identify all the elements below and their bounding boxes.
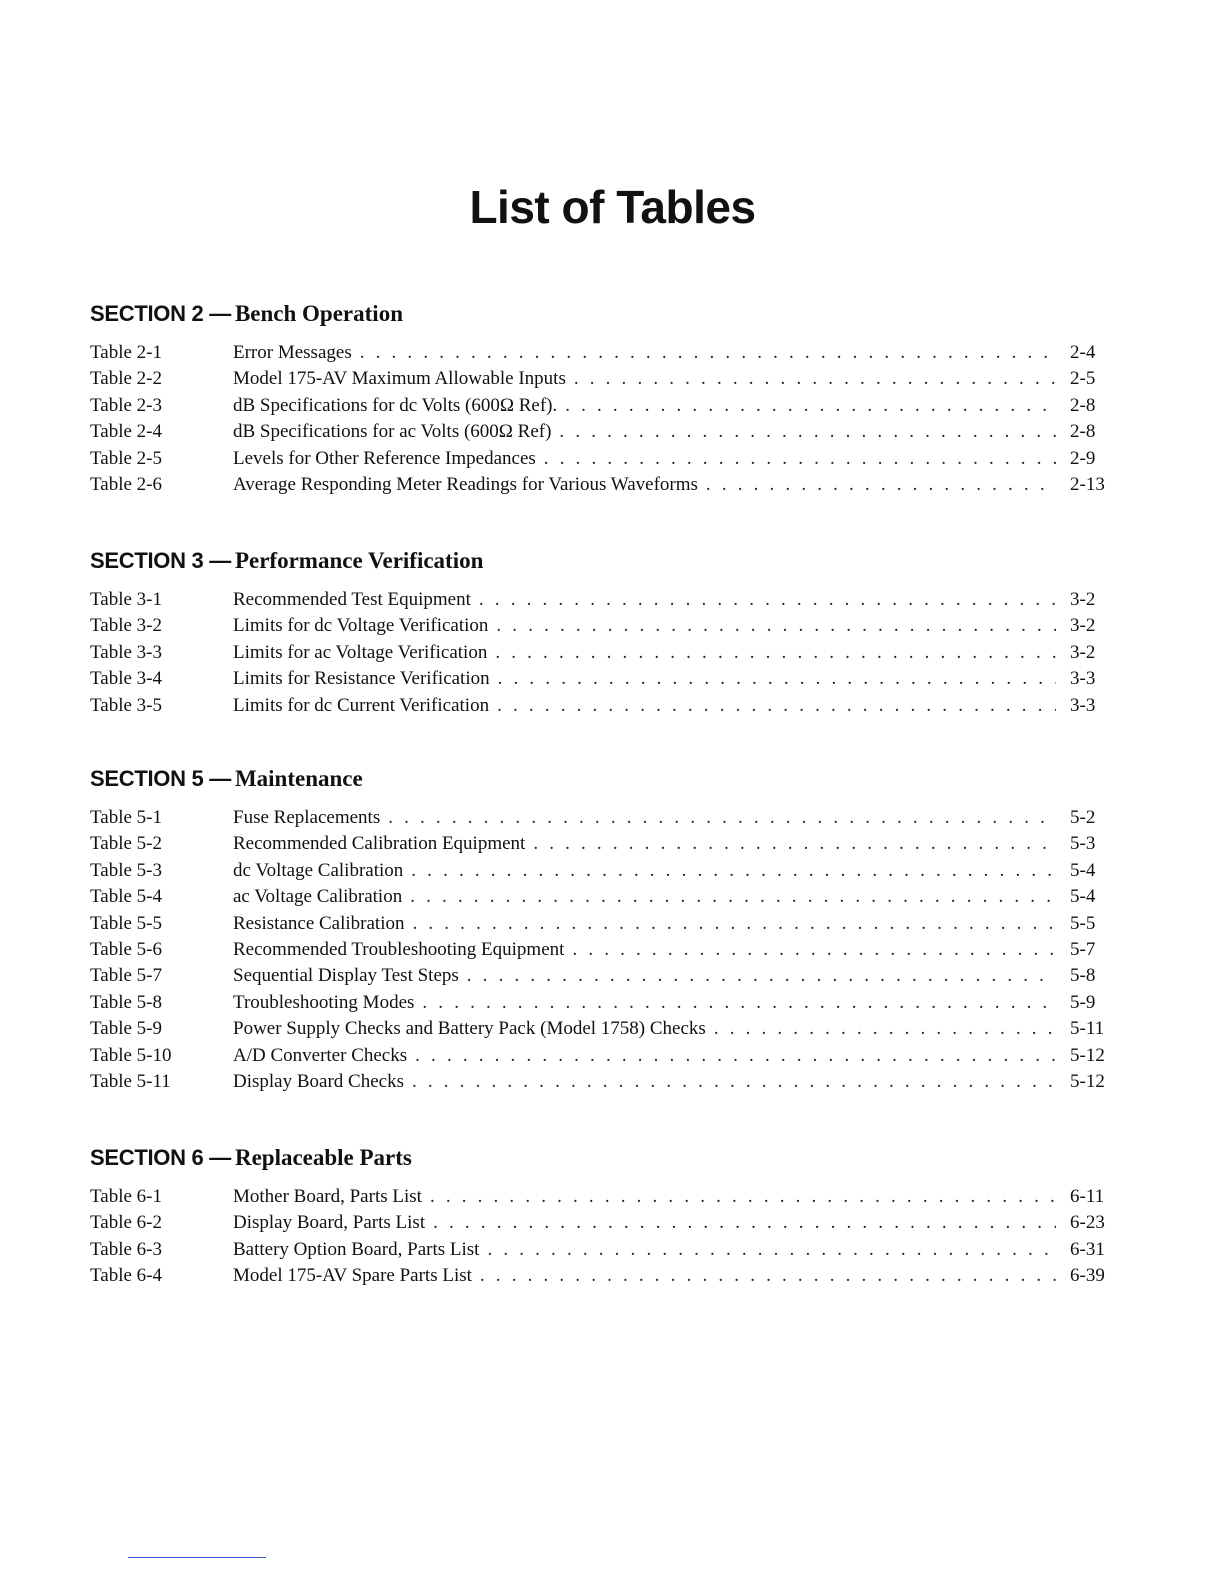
page-number: 5-8 <box>1070 965 1096 987</box>
page-number: 5-7 <box>1070 938 1096 960</box>
dot-leader <box>559 419 1056 445</box>
table-title: Model 175-AV Spare Parts List <box>233 1265 472 1287</box>
dot-leader <box>388 805 1056 831</box>
table-number: Table 2-2 <box>90 368 163 390</box>
table-number: Table 6-2 <box>90 1212 163 1234</box>
toc-entry[interactable] <box>90 990 1120 1016</box>
table-number: Table 5-1 <box>90 807 163 828</box>
table-number: Table 5-5 <box>90 912 163 934</box>
toc-entry[interactable] <box>90 446 1120 472</box>
table-title: Fuse Replacements <box>233 807 381 828</box>
table-number: Table 3-2 <box>90 615 163 637</box>
toc-entry[interactable] <box>90 393 1120 419</box>
table-title: Limits for Resistance Verification <box>233 668 490 690</box>
table-number: Table 2-5 <box>90 447 163 469</box>
toc-entry[interactable] <box>90 666 1120 692</box>
table-list <box>90 1184 1120 1290</box>
table-title: Recommended Calibration Equipment <box>233 833 526 855</box>
table-number: Table 2-4 <box>90 421 163 443</box>
table-title: ac Voltage Calibration <box>233 886 403 908</box>
table-title: Resistance Calibration <box>233 912 405 934</box>
toc-entry[interactable] <box>90 1184 1120 1210</box>
table-title: Display Board, Parts List <box>233 1212 426 1234</box>
dot-leader <box>411 858 1056 884</box>
table-title: Mother Board, Parts List <box>233 1186 422 1207</box>
toc-entry[interactable] <box>90 858 1120 884</box>
section-heading <box>90 759 1120 799</box>
table-number: Table 5-3 <box>90 859 163 881</box>
dot-leader <box>495 640 1056 666</box>
dot-leader <box>565 393 1056 419</box>
dot-leader <box>410 884 1056 910</box>
section-title: Performance Verification <box>234 548 484 573</box>
table-number: Table 3-3 <box>90 641 163 663</box>
table-title: A/D Converter Checks <box>233 1044 408 1066</box>
page-number: 2-13 <box>1070 473 1105 495</box>
section-title: Maintenance <box>234 766 363 791</box>
dot-leader <box>480 1263 1056 1289</box>
section-heading <box>90 294 1120 334</box>
dot-leader <box>574 366 1056 392</box>
table-list <box>90 587 1120 719</box>
page-number: 5-12 <box>1070 1044 1105 1066</box>
table-number: Table 5-9 <box>90 1018 163 1040</box>
toc-entry[interactable] <box>90 937 1120 963</box>
toc-entry[interactable] <box>90 1237 1120 1263</box>
toc-entry[interactable] <box>90 1043 1120 1069</box>
table-title: Recommended Troubleshooting Equipment <box>233 938 565 960</box>
table-number: Table 2-1 <box>90 342 163 363</box>
section-heading <box>90 1138 1120 1178</box>
table-title: Levels for Other Reference Impedances <box>233 447 536 469</box>
page-number: 2-5 <box>1070 368 1096 390</box>
table-number: Table 3-4 <box>90 668 163 690</box>
table-title: Limits for ac Voltage Verification <box>233 641 488 663</box>
dot-leader <box>487 1237 1056 1263</box>
table-title: dc Voltage Calibration <box>233 859 404 881</box>
table-title: Limits for dc Current Verification <box>233 694 490 716</box>
dot-leader <box>572 937 1056 963</box>
toc-entry[interactable] <box>90 831 1120 857</box>
table-title: Average Responding Meter Readings for Various Waveforms <box>233 473 698 495</box>
table-title: dB Specifications for dc Volts (600Ω Ref). <box>233 394 558 416</box>
dot-leader <box>544 446 1056 472</box>
page-number: 2-8 <box>1070 394 1096 416</box>
table-title: Power Supply Checks and Battery Pack (Model 1758) Checks <box>233 1018 706 1040</box>
table-number: Table 2-3 <box>90 394 163 416</box>
section-5 <box>90 759 1120 1095</box>
page-number: 5-5 <box>1070 912 1096 934</box>
section-3 <box>90 541 1120 719</box>
table-number: Table 5-8 <box>90 991 163 1013</box>
table-title: Limits for dc Voltage Verification <box>233 615 489 637</box>
table-title: dB Specifications for ac Volts (600Ω Ref) <box>233 421 552 443</box>
table-number: Table 5-7 <box>90 965 163 987</box>
page-number: 3-3 <box>1070 668 1096 690</box>
dot-leader <box>360 340 1056 366</box>
page-number: 5-4 <box>1070 886 1096 908</box>
toc-entry[interactable] <box>90 1016 1120 1042</box>
section-label: SECTION 3 — <box>90 548 231 573</box>
toc-entry[interactable] <box>90 340 1120 366</box>
section-title: Bench Operation <box>234 301 403 326</box>
section-label: SECTION 6 — <box>90 1145 231 1170</box>
page-number: 2-9 <box>1070 447 1096 469</box>
table-title: Sequential Display Test Steps <box>233 965 459 987</box>
table-number: Table 3-1 <box>90 589 163 610</box>
table-title: Troubleshooting Modes <box>233 991 415 1013</box>
dot-leader <box>433 1210 1056 1236</box>
section-label: SECTION 5 — <box>90 766 231 791</box>
page-number: 3-2 <box>1070 589 1096 610</box>
toc-entry[interactable] <box>90 1069 1120 1095</box>
toc-entry[interactable] <box>90 1210 1120 1236</box>
page-number: 2-4 <box>1070 342 1096 363</box>
toc-entry[interactable] <box>90 805 1120 831</box>
toc-entry[interactable] <box>90 911 1120 937</box>
section-heading <box>90 541 1120 581</box>
table-title: Error Messages <box>233 342 352 363</box>
toc-entry[interactable] <box>90 640 1120 666</box>
dot-leader <box>415 1043 1056 1069</box>
page-number: 5-3 <box>1070 833 1096 855</box>
page-number: 5-9 <box>1070 991 1096 1013</box>
toc-entry[interactable] <box>90 419 1120 445</box>
dot-leader <box>479 587 1056 613</box>
table-title: Display Board Checks <box>233 1070 404 1092</box>
page-number: 5-4 <box>1070 859 1096 881</box>
page-number: 5-2 <box>1070 807 1096 828</box>
dot-leader <box>497 693 1056 719</box>
section-title: Replaceable Parts <box>234 1145 412 1170</box>
toc-entry[interactable] <box>90 693 1120 719</box>
page-title: List of Tables <box>469 181 756 233</box>
section-label: SECTION 2 — <box>90 301 231 326</box>
table-title: Battery Option Board, Parts List <box>233 1238 480 1260</box>
table-number: Table 5-10 <box>90 1044 172 1066</box>
page-number: 3-2 <box>1070 615 1096 637</box>
section-2 <box>90 294 1120 498</box>
dot-leader <box>714 1016 1056 1042</box>
toc-entry[interactable] <box>90 1263 1120 1289</box>
page-number: 6-39 <box>1070 1265 1105 1287</box>
table-title: Recommended Test Equipment <box>233 589 471 610</box>
toc-entry[interactable] <box>90 963 1120 989</box>
page-number: 5-11 <box>1070 1018 1105 1040</box>
page-number: 5-12 <box>1070 1070 1105 1092</box>
dot-leader <box>430 1184 1056 1210</box>
toc-entry[interactable] <box>90 613 1120 639</box>
dot-leader <box>496 613 1056 639</box>
table-number: Table 2-6 <box>90 473 163 495</box>
dot-leader <box>498 666 1056 692</box>
toc-entry[interactable] <box>90 472 1120 498</box>
table-number: Table 5-4 <box>90 886 163 908</box>
page-number: 6-31 <box>1070 1238 1105 1260</box>
table-number: Table 5-6 <box>90 938 163 960</box>
page-number: 3-3 <box>1070 694 1096 716</box>
toc-entry[interactable] <box>90 366 1120 392</box>
table-number: Table 6-4 <box>90 1265 163 1287</box>
page-number: 3-2 <box>1070 641 1096 663</box>
table-list <box>90 340 1120 498</box>
table-list <box>90 805 1120 1095</box>
table-number: Table 5-11 <box>90 1070 171 1092</box>
footer-rule <box>128 1557 266 1558</box>
page-number: 2-8 <box>1070 421 1096 443</box>
table-title: Model 175-AV Maximum Allowable Inputs <box>233 368 566 390</box>
dot-leader <box>422 990 1056 1016</box>
toc-entry[interactable] <box>90 884 1120 910</box>
section-6 <box>90 1138 1120 1290</box>
dot-leader <box>533 831 1056 857</box>
page-number: 6-11 <box>1070 1186 1105 1207</box>
table-number: Table 5-2 <box>90 833 163 855</box>
dot-leader <box>412 1069 1056 1095</box>
toc-entry[interactable] <box>90 587 1120 613</box>
page-number: 6-23 <box>1070 1212 1105 1234</box>
dot-leader <box>467 963 1056 989</box>
table-number: Table 6-3 <box>90 1238 163 1260</box>
table-number: Table 6-1 <box>90 1186 163 1207</box>
dot-leader <box>706 472 1056 498</box>
table-number: Table 3-5 <box>90 694 163 716</box>
dot-leader <box>412 911 1056 937</box>
